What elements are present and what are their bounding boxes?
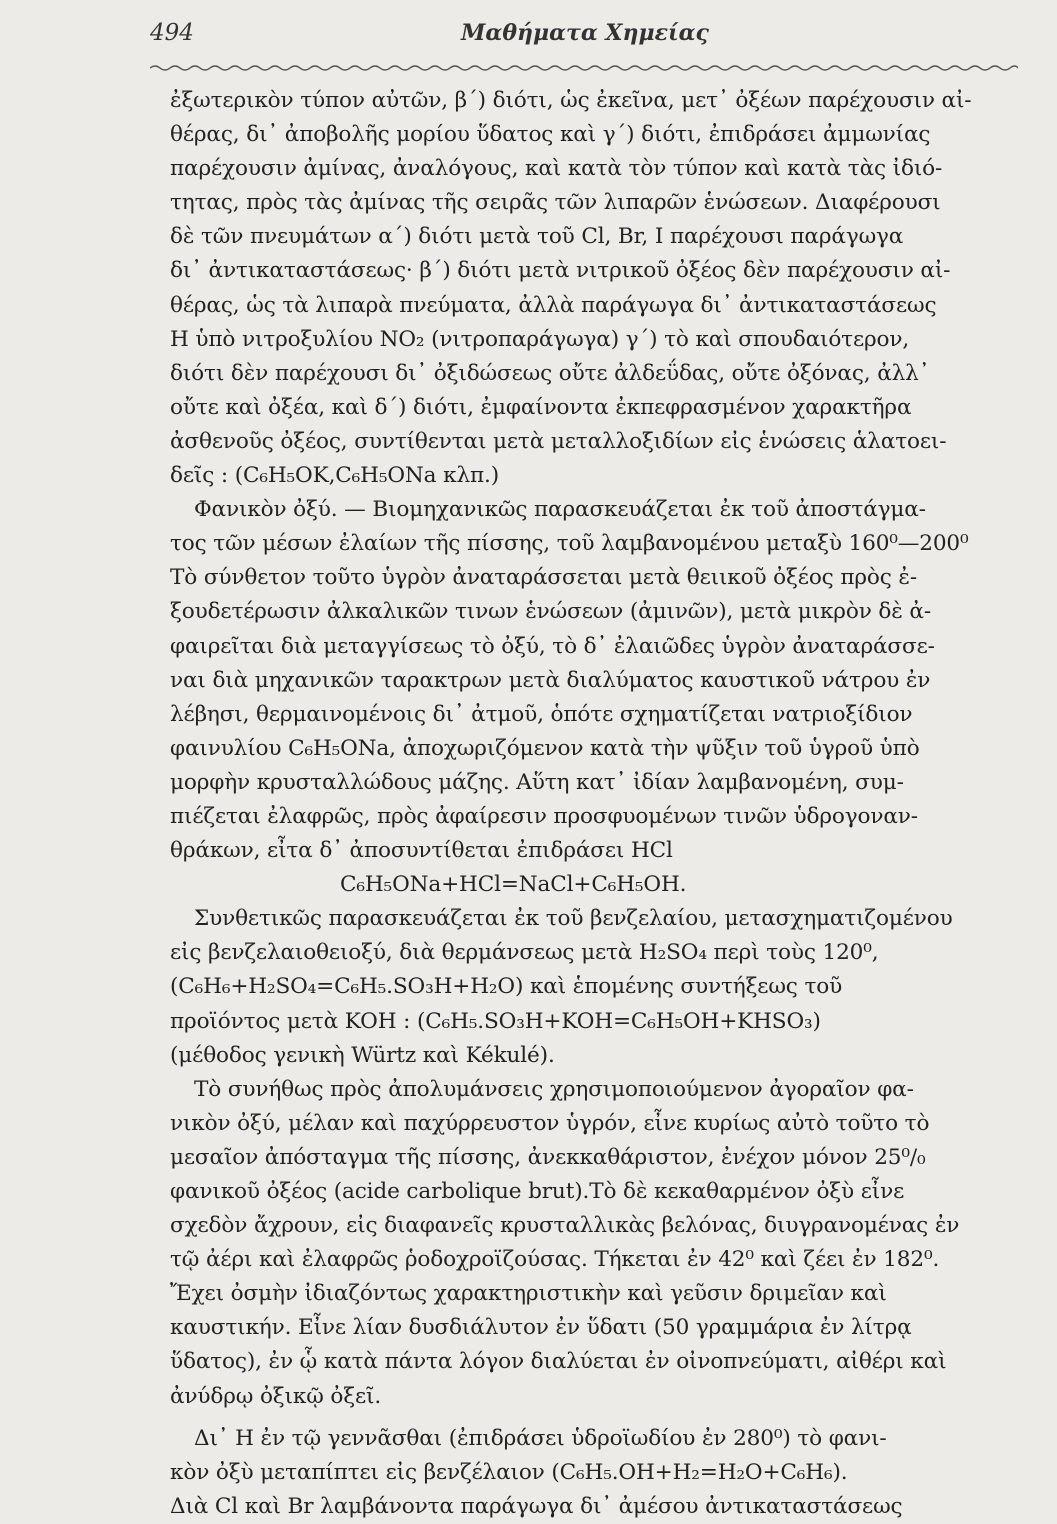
text-line: Φανικὸν ὀξύ. — Βιομηχανικῶς παρασκευάζεται ἐκ τοῦ ἀποστάγμα- bbox=[194, 497, 926, 523]
text-line: δι᾽ ἀντικαταστάσεως· β΄) διότι μετὰ νιτρικοῦ ὀξέος δὲν παρέχουσιν αἰ- bbox=[170, 258, 951, 284]
text-line: κὸν ὀξὺ μεταπίπτει εἰς βενζέλαιον (C₆H₅.OH+H₂=H₂O+C₆H₆). bbox=[170, 1459, 848, 1485]
text-line: διότι δὲν παρέχουσι δι᾽ ὀξιδώσεως οὔτε ἀλδεΰδας, οὔτε ὀξόνας, ἀλλ᾽ bbox=[170, 360, 930, 386]
text-line: ἀσθενοῦς ὀξέος, συντίθενται μετὰ μεταλλοξιδίων εἰς ἑνώσεις ἁλατοει- bbox=[170, 428, 947, 454]
text-line: θέρας, δι᾽ ἀποβολῆς μορίου ὕδατος καὶ γ΄) διότι, ἐπιδράσει ἀμμωνίας bbox=[170, 122, 931, 148]
text-line: ξουδετέρωσιν ἀλκαλικῶν τινων ἑνώσεων (ἀμινῶν), μετὰ μικρὸν δὲ ἀ- bbox=[170, 599, 931, 625]
text-line: Τὸ σύνθετον τοῦτο ὑγρὸν ἀναταράσσεται μετὰ θειικοῦ ὀξέος πρὸς ἐ- bbox=[170, 565, 918, 591]
text-line: παρέχουσιν ἀμίνας, ἀναλόγους, καὶ κατὰ τὸν τύπον καὶ κατὰ τὰς ἰδιό- bbox=[170, 156, 943, 182]
text-line: Ἔχει ὀσμὴν ἰδιαζόντως χαρακτηριστικὴν καὶ γεῦσιν δριμεῖαν καὶ bbox=[170, 1281, 887, 1307]
text-line: σχεδὸν ἄχρουν, εἰς διαφανεῖς κρυσταλλικὰς βελόνας, διυγρανομένας ἐν bbox=[170, 1213, 960, 1239]
text-line: ὕδατος), ἐν ᾧ κατὰ πάντα λόγον διαλύεται ἐν οἰνοπνεύματι, αἰθέρι καὶ bbox=[170, 1349, 947, 1375]
text-line: δεῖς : (C₆H₅OK,C₆H₅ONa κλπ.) bbox=[170, 463, 500, 489]
text-line: μεσαῖον ἀπόσταγμα τῆς πίσσης, ἀνεκκαθάριστον, ἐνέχον μόνον 25⁰/₀ bbox=[170, 1144, 926, 1170]
text-line: οὔτε καὶ ὀξέα, καὶ δ΄) διότι, ἐμφαίνοντα ἐκπεφρασμένον χαρακτῆρα bbox=[170, 394, 912, 420]
text-line: H ὑπὸ νιτροξυλίου NO₂ (νιτροπαράγωγα) γ΄) τὸ καὶ σπουδαιότερον, bbox=[170, 326, 910, 352]
text-line: ἐξωτερικὸν τύπον αὐτῶν, β΄) διότι, ὡς ἐκεῖνα, μετ᾽ ὀξέων παρέχουσιν αἰ- bbox=[170, 88, 972, 113]
text-line: τητας, πρὸς τὰς ἀμίνας τῆς σειρᾶς τῶν λιπαρῶν ἑνώσεων. Διαφέρουσι bbox=[170, 190, 941, 216]
text-line: φαιρεῖται διὰ μεταγγίσεως τὸ ὀξύ, τὸ δ᾽ ἐλαιῶδες ὑγρὸν ἀναταράσσε- bbox=[170, 633, 935, 659]
running-title: Μαθήματα Χημείας bbox=[461, 20, 709, 46]
text-line: θράκων, εἶτα δ᾽ ἀποσυντίθεται ἐπιδράσει HCl bbox=[170, 838, 673, 864]
text-line: θέρας, ὡς τὰ λιπαρὰ πνεύματα, ἀλλὰ παράγωγα δι᾽ ἀντικαταστάσεως bbox=[170, 292, 937, 318]
text-line: Δι᾽ H ἐν τῷ γεννᾶσθαι (ἐπιδράσει ὑδροϊωδίου ἐν 280⁰) τὸ φανι- bbox=[194, 1425, 887, 1451]
text-line: τῷ ἀέρι καὶ ἐλαφρῶς ῥοδοχροϊζούσας. Τήκεται ἐν 42⁰ καὶ ζέει ἐν 182⁰. bbox=[170, 1247, 940, 1273]
text-line: φαινυλίου C₆H₅ONa, ἀποχωριζόμενον κατὰ τὴν ψῦξιν τοῦ ὑγροῦ ὑπὸ bbox=[170, 735, 920, 761]
text-line: ναι διὰ μηχανικῶν ταρακτρων μετὰ διαλύματος καυστικοῦ νάτρου ἐν bbox=[170, 667, 931, 693]
equation-line: C₆H₅ONa+HCl=NaCl+C₆H₅OH. bbox=[340, 872, 687, 898]
text-line: δὲ τῶν πνευμάτων α΄) διότι μετὰ τοῦ Cl, Br, I παρέχουσι παράγωγα bbox=[170, 224, 904, 250]
text-line: Συνθετικῶς παρασκευάζεται ἐκ τοῦ βενζελαίου, μετασχηματιζομένου bbox=[194, 906, 953, 932]
text-line: πιέζεται ἐλαφρῶς, πρὸς ἀφαίρεσιν προσφυομένων τινῶν ὑδρογοναν- bbox=[170, 803, 918, 829]
text-line: Τὸ συνήθως πρὸς ἀπολυμάνσεις χρησιμοποιούμενον ἀγοραῖον φα- bbox=[194, 1076, 914, 1102]
page-number: 494 bbox=[150, 20, 194, 46]
text-line: (C₆H₆+H₂SO₄=C₆H₅.SO₃H+H₂O) καὶ ἑπομένης συντήξεως τοῦ bbox=[170, 974, 843, 1000]
text-line: φανικοῦ ὀξέος (acide carbolique brut).Τὸ δὲ κεκαθαρμένον ὀξὺ εἶνε bbox=[170, 1179, 905, 1204]
text-line: (μέθοδος γενικὴ Würtz καὶ Kékulé). bbox=[170, 1042, 555, 1068]
page-header bbox=[150, 20, 1020, 50]
text-line: Διὰ Cl καὶ Br λαμβάνοντα παράγωγα δι᾽ ἀμέσου ἀντικαταστάσεως bbox=[170, 1493, 903, 1519]
body-text bbox=[170, 84, 1020, 1524]
text-line: εἰς βενζελαιοθειοξύ, διὰ θερμάνσεως μετὰ H₂SO₄ περὶ τοὺς 120⁰, bbox=[170, 940, 879, 966]
text-line: μορφὴν κρυσταλλώδους μάζης. Αὕτη κατ᾽ ἰδίαν λαμβανομένη, συμ- bbox=[170, 769, 904, 795]
text-line: τος τῶν μέσων ἐλαίων τῆς πίσσης, τοῦ λαμβανομένου μεταξὺ 160⁰—200⁰ bbox=[170, 531, 969, 557]
text-line: προϊόντος μετὰ KOH : (C₆H₅.SO₃H+KOH=C₆H₅OH+KHSO₃) bbox=[170, 1008, 821, 1034]
text-line: ἀνύδρῳ ὀξικῷ ὀξεῖ. bbox=[170, 1383, 382, 1409]
text-line: νικὸν ὀξύ, μέλαν καὶ παχύρρευστον ὑγρόν, εἶνε κυρίως αὐτὸ τοῦτο τὸ bbox=[170, 1110, 930, 1136]
header-rule bbox=[150, 62, 1018, 74]
text-line: καυστικήν. Εἶνε λίαν δυσδιάλυτον ἐν ὕδατι (50 γραμμάρια ἐν λίτρᾳ bbox=[170, 1315, 912, 1341]
text-line: λέβησι, θερμαινομένοις δι᾽ ἀτμοῦ, ὁπότε σχηματίζεται νατριοξίδιον bbox=[170, 701, 913, 727]
